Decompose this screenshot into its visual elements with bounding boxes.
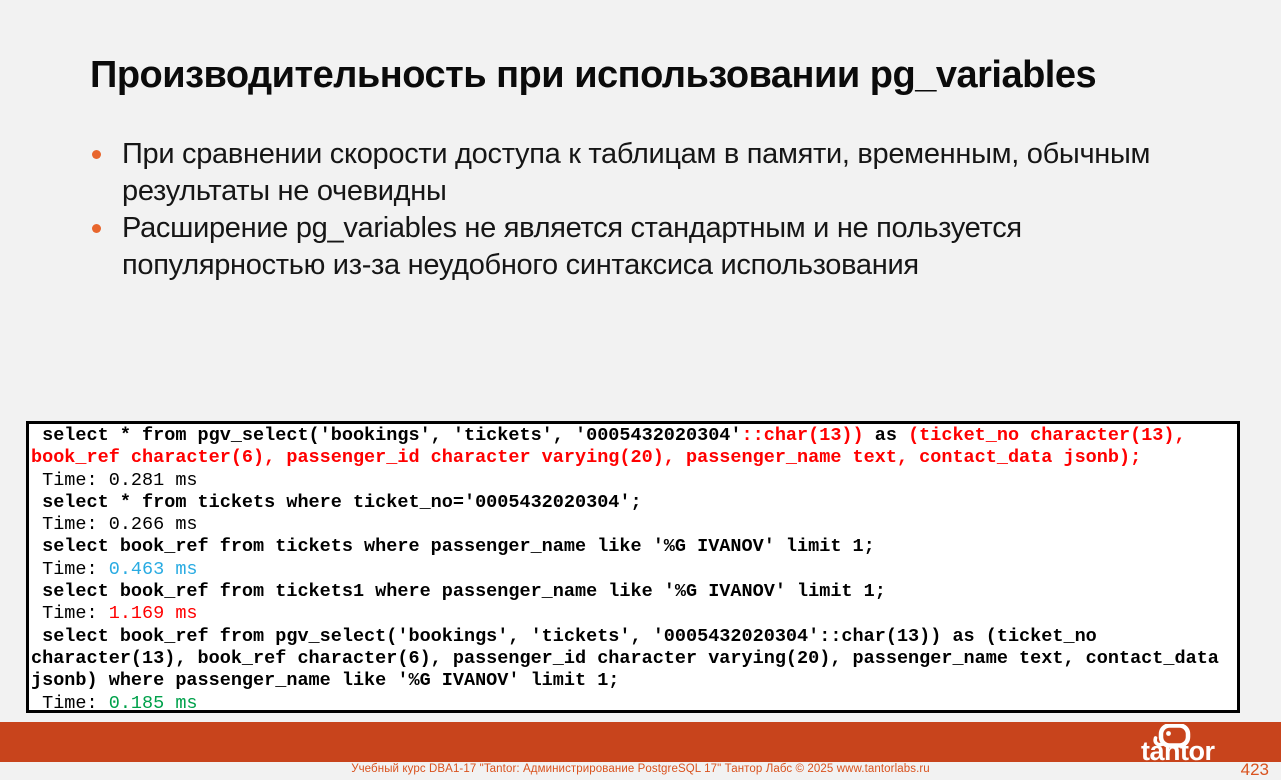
code-segment: 0.463 ms [108, 558, 198, 580]
bullet-item [92, 136, 1197, 210]
code-segment: select book_ref from tickets1 where passenger_name like '%G IVANOV' limit 1; [31, 581, 886, 603]
footer-course-text: Учебный курс DBA1-17 "Tantor: Администрирование PostgreSQL 17" Тантор Лабс © 2025 www.tantorlabs.ru [351, 763, 930, 775]
code-lines [31, 425, 1237, 713]
code-line [31, 559, 1237, 581]
code-line [31, 447, 1237, 469]
code-line [31, 670, 1237, 692]
code-segment: ::char(13)) [741, 425, 864, 446]
code-line [31, 470, 1237, 492]
code-segment: (ticket_no character(13), [908, 425, 1186, 446]
code-line [31, 425, 1237, 447]
code-segment: select * from tickets where ticket_no='0005432020304'; [31, 491, 642, 513]
code-line [31, 693, 1237, 713]
bullet-text: Расширение pg_variables не является стандартным и не пользуется популярностью из-за неудобного синтаксиса использования [122, 212, 1022, 281]
code-segment: Time: 0.266 ms [31, 514, 198, 536]
code-segment: character(13), book_ref character(6), passenger_id character varying(20), passenger_name text, contact_data [31, 647, 1219, 669]
code-line [31, 648, 1237, 670]
footer-bar [0, 722, 1281, 762]
bullet-list [92, 136, 1197, 284]
bullet-dot-icon [92, 224, 101, 233]
bullet-dot-icon [92, 150, 101, 159]
tantor-logo-text: tantor [1141, 736, 1215, 764]
page-number: 423 [1240, 760, 1269, 779]
code-segment: Time: 0.281 ms [31, 469, 198, 491]
code-segment: 0.185 ms [108, 692, 198, 713]
code-segment: Time: [31, 692, 109, 713]
code-line [31, 626, 1237, 648]
bullet-text: При сравнении скорости доступа к таблицам в памяти, временным, обычным результаты не очевидны [122, 138, 1151, 207]
code-segment: select book_ref from pgv_select('bookings', 'tickets', '0005432020304'::char(13)) as (ticket_no [31, 625, 1097, 647]
code-line [31, 603, 1237, 625]
code-segment: as [863, 425, 909, 446]
code-segment: jsonb) where passenger_name like '%G IVANOV' limit 1; [31, 670, 620, 692]
code-segment: select * from pgv_select('bookings', 'tickets', '0005432020304' [31, 425, 742, 446]
sql-code-block [26, 421, 1240, 713]
code-line [31, 514, 1237, 536]
code-segment: Time: [31, 558, 109, 580]
code-segment: select book_ref from tickets where passenger_name like '%G IVANOV' limit 1; [31, 536, 875, 558]
code-line [31, 536, 1237, 558]
bullet-item [92, 210, 1197, 284]
tantor-logo [1139, 724, 1235, 764]
code-line [31, 581, 1237, 603]
code-line [31, 492, 1237, 514]
code-segment: Time: [31, 603, 109, 625]
code-segment: 1.169 ms [108, 603, 198, 625]
page-title: Производительность при использовании pg_variables [90, 54, 1097, 96]
code-segment: book_ref character(6), passenger_id character varying(20), passenger_name text, contact_data jsonb); [31, 447, 1142, 469]
